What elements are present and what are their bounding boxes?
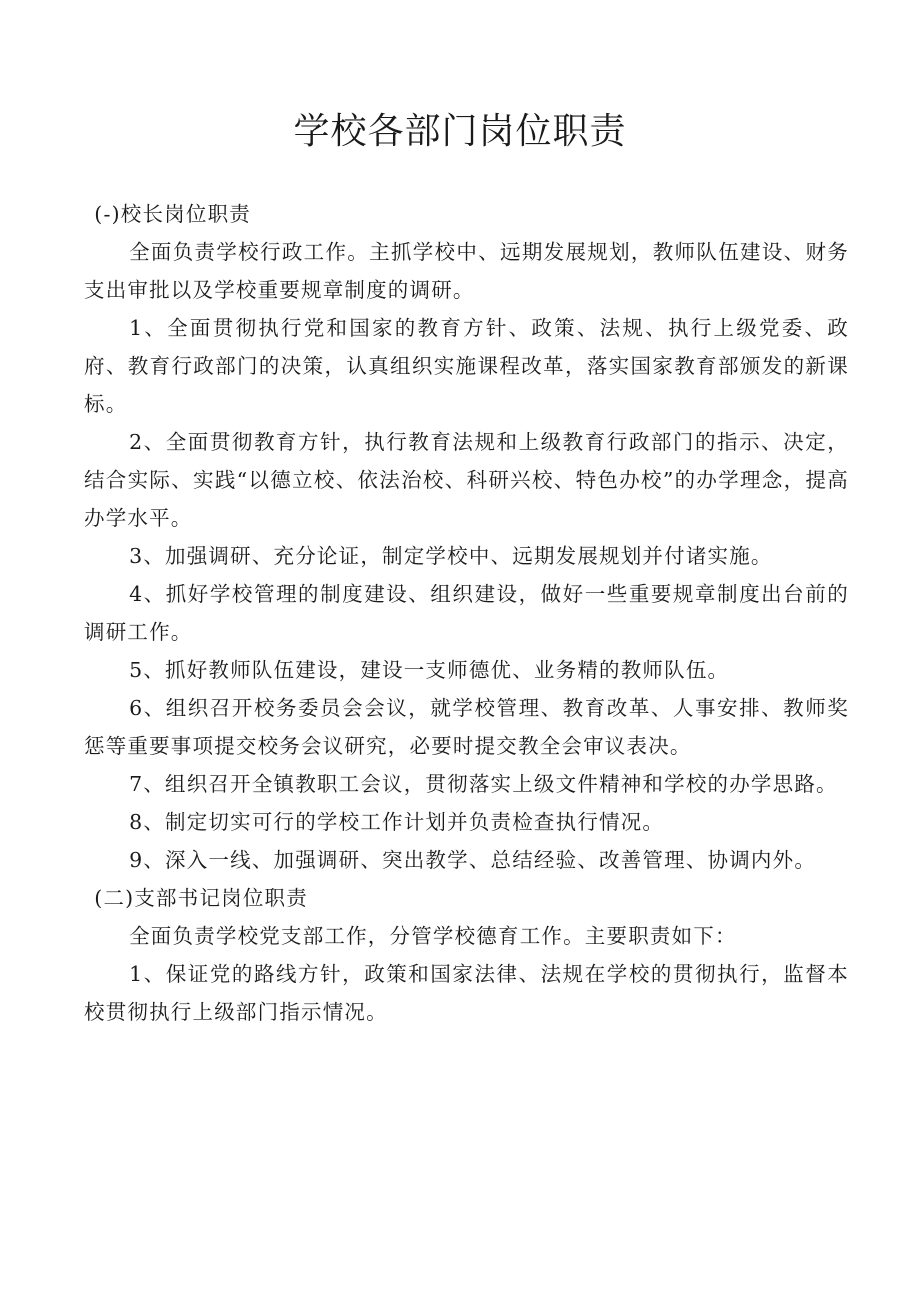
paragraph: 1、全面贯彻执行党和国家的教育方针、政策、法规、执行上级党委、政府、教育行政部门的决策，认真组织实施课程改革，落实国家教育部颁发的新课标。	[84, 316, 849, 416]
section-heading-principal: (-)校长岗位职责	[94, 202, 251, 226]
paragraph: 3、加强调研、充分论证，制定学校中、远期发展规划并付诸实施。	[129, 544, 773, 568]
paragraph: 4、抓好学校管理的制度建设、组织建设，做好一些重要规章制度出台前的调研工作。	[84, 582, 849, 644]
section-heading-secretary: (二)支部书记岗位职责	[94, 886, 308, 910]
paragraph: 全面负责学校党支部工作，分管学校德育工作。主要职责如下：	[129, 924, 737, 948]
paragraph: 5、抓好教师队伍建设，建设一支师德优、业务精的教师队伍。	[129, 658, 730, 682]
paragraph: 7、组织召开全镇教职工会议，贯彻落实上级文件精神和学校的办学思路。	[129, 772, 838, 796]
paragraph: 2、全面贯彻教育方针，执行教育法规和上级教育行政部门的指示、决定，结合实际、实践“以德立校、依法治校、科研兴校、特色办校”的办学理念，提高办学水平。	[84, 430, 849, 530]
paragraph: 9、深入一线、加强调研、突出教学、总结经验、改善管理、协调内外。	[129, 848, 817, 872]
document-title: 学校各部门岗位职责	[293, 111, 627, 152]
paragraph: 6、组织召开校务委员会会议，就学校管理、教育改革、人事安排、教师奖惩等重要事项提交校务会议研究，必要时提交教全会审议表决。	[84, 696, 849, 758]
paragraph: 全面负责学校行政工作。主抓学校中、远期发展规划，教师队伍建设、财务支出审批以及学校重要规章制度的调研。	[84, 240, 849, 302]
paragraph: 1、保证党的路线方针，政策和国家法律、法规在学校的贯彻执行，监督本校贯彻执行上级部门指示情况。	[84, 962, 849, 1024]
paragraph: 8、制定切实可行的学校工作计划并负责检查执行情况。	[129, 810, 665, 834]
document-body	[84, 195, 849, 1031]
